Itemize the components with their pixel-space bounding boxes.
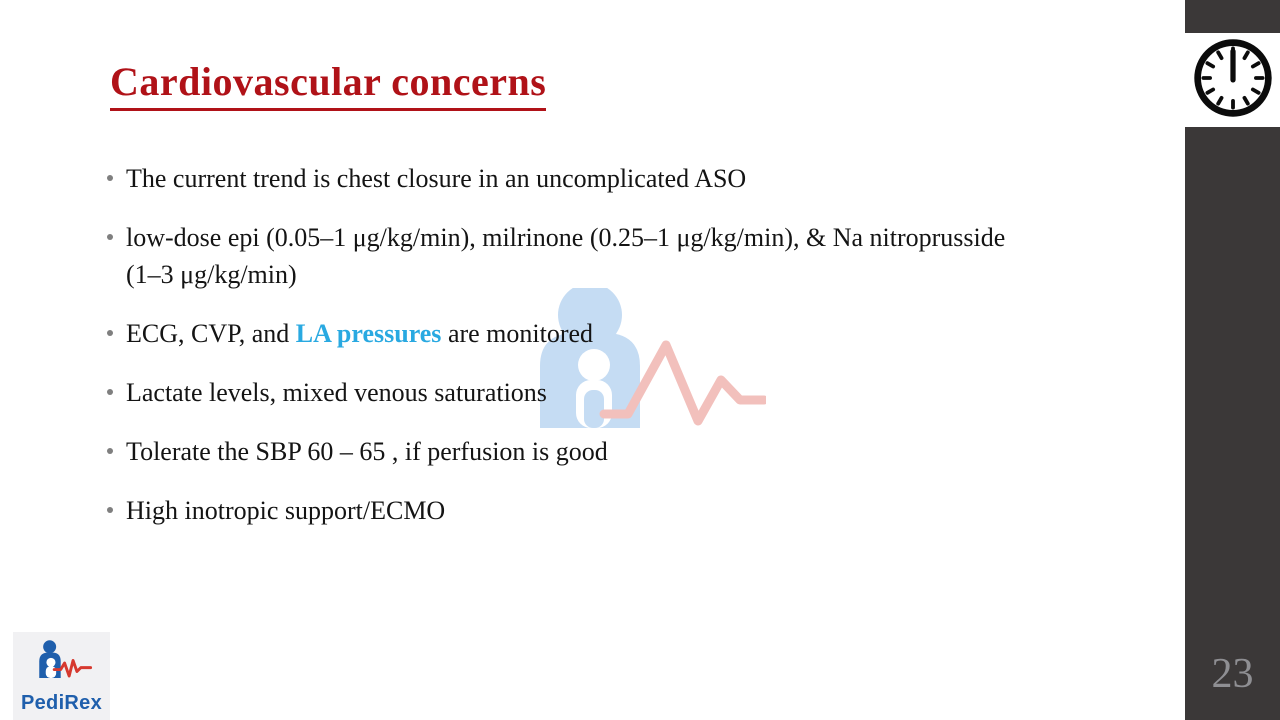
bullet-item	[104, 433, 1036, 470]
bullet-text: Lactate levels, mixed venous saturations	[126, 378, 547, 407]
bullet-item	[104, 160, 1036, 197]
pedirex-logo	[13, 632, 110, 720]
bullet-text: low-dose epi (0.05–1 μg/kg/min), milrinone (0.25–1 μg/kg/min), & Na nitroprusside (1–3 μg/kg/min)	[126, 223, 1006, 289]
bullet-text: Tolerate the SBP 60 – 65 , if perfusion is good	[126, 437, 608, 466]
bullet-dot	[107, 175, 113, 181]
bullet-item	[104, 374, 1036, 411]
sidebar	[1185, 0, 1280, 720]
page-number: 23	[1211, 651, 1254, 697]
pedirex-logo-text: PediRex	[20, 692, 103, 714]
bullet-dot	[107, 389, 113, 395]
bullet-item	[104, 492, 1036, 529]
pedirex-logo-icon	[29, 639, 95, 691]
bullet-text: The current trend is chest closure in an uncomplicated ASO	[126, 164, 747, 193]
bullet-dot	[107, 448, 113, 454]
bullet-item	[104, 315, 1036, 352]
bullet-text: High inotropic support/ECMO	[126, 496, 446, 525]
bullet-list	[104, 160, 1036, 551]
bullet-dot	[107, 234, 113, 240]
bullet-item	[104, 219, 1036, 293]
clock-icon	[1190, 35, 1276, 126]
clock-tile	[1185, 33, 1280, 127]
bullet-dot	[107, 507, 113, 513]
slide-title: Cardiovascular concerns	[110, 58, 546, 111]
bullet-text: ECG, CVP, and LA pressures are monitored	[126, 319, 594, 348]
bullet-dot	[107, 330, 113, 336]
